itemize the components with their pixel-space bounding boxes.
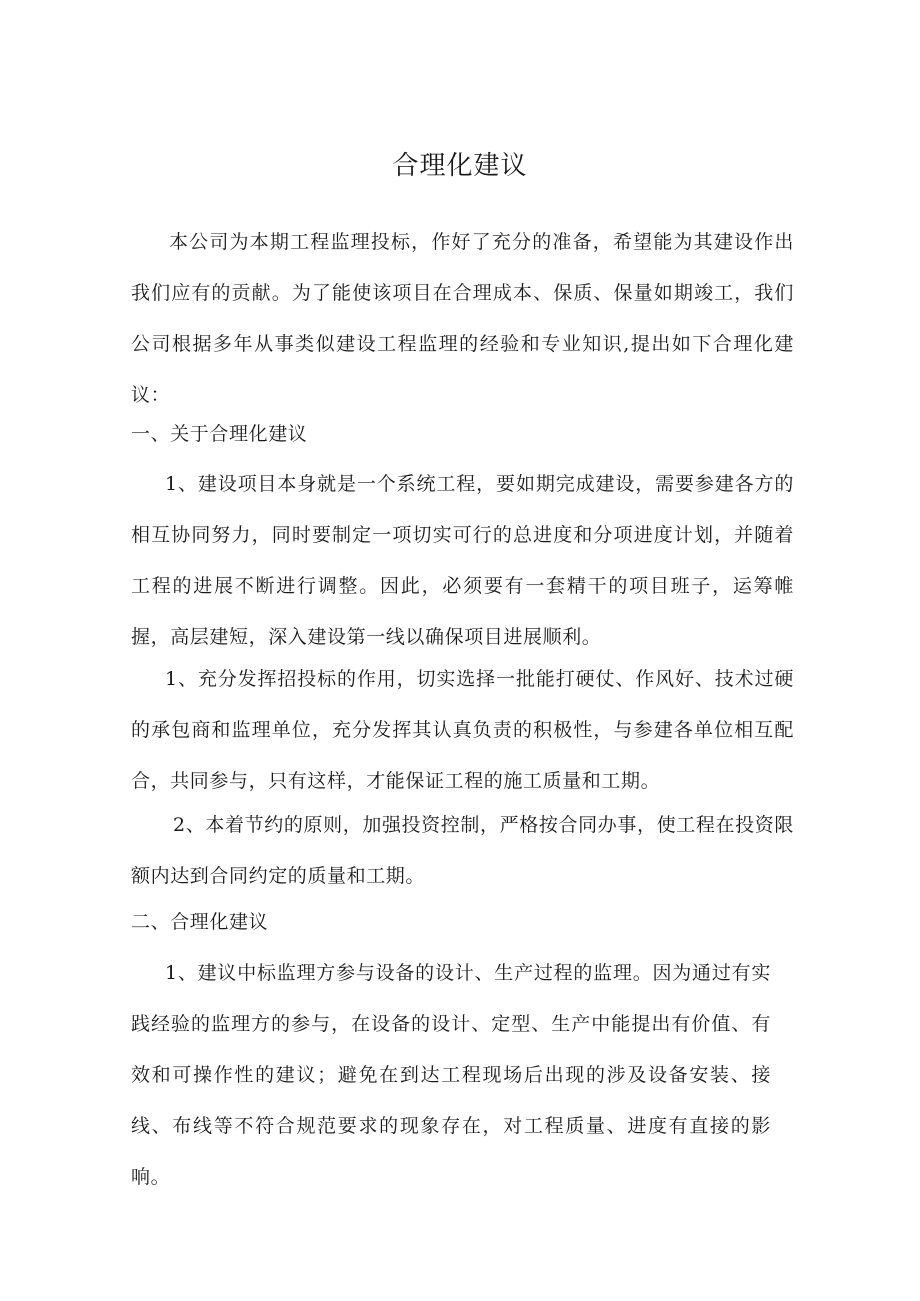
section1-item-1: 1、建设项目本身就是一个系统工程，要如期完成建设，需要参建各方的相互协同努力，同时要制定一项切实可行的总进度和分项进度计划，并随着工程的进展不断进行调整。因此，必须要有一套精干的项目班子，运筹帷握，高层建短，深入建设第一线以确保项目进展顺利。 — [131, 473, 794, 648]
section1-item-3: 2、本着节约的原则，加强投资控制，严格按合同办事，使工程在投资限额内达到合同约定的质量和工期。 — [131, 814, 794, 887]
section1-item-2: 1、充分发挥招投标的作用，切实选择一批能打硬仗、作风好、技术过硬的承包商和监理单位，充分发挥其认真负责的积极性，与参建各单位相互配合，共同参与，只有这样，才能保证工程的施工质量和工期。 — [131, 668, 794, 792]
intro-paragraph: 本公司为本期工程监理投标，作好了充分的准备，希望能为其建设作出我们应有的贡献。为了能使该项目在合理成本、保质、保量如期竣工，我们公司根据多年从事类似建设工程监理的经验和专业知识,提出如下合理化建议： — [131, 231, 794, 406]
section2-heading: 二、合理化建议 — [131, 911, 269, 933]
document-title: 合理化建议 — [392, 151, 528, 181]
section2-item-1: 1、建议中标监理方参与设备的设计、生产过程的监理。因为通过有实践经验的监理方的参与，在设备的设计、定型、生产中能提出有价值、有效和可操作性的建议；避免在到达工程现场后出现的涉及设备安装、接线、布线等不符合规范要求的现象存在，对工程质量、进度有直接的影响。 — [131, 962, 771, 1188]
section1-heading: 一、关于合理化建议 — [131, 423, 308, 445]
